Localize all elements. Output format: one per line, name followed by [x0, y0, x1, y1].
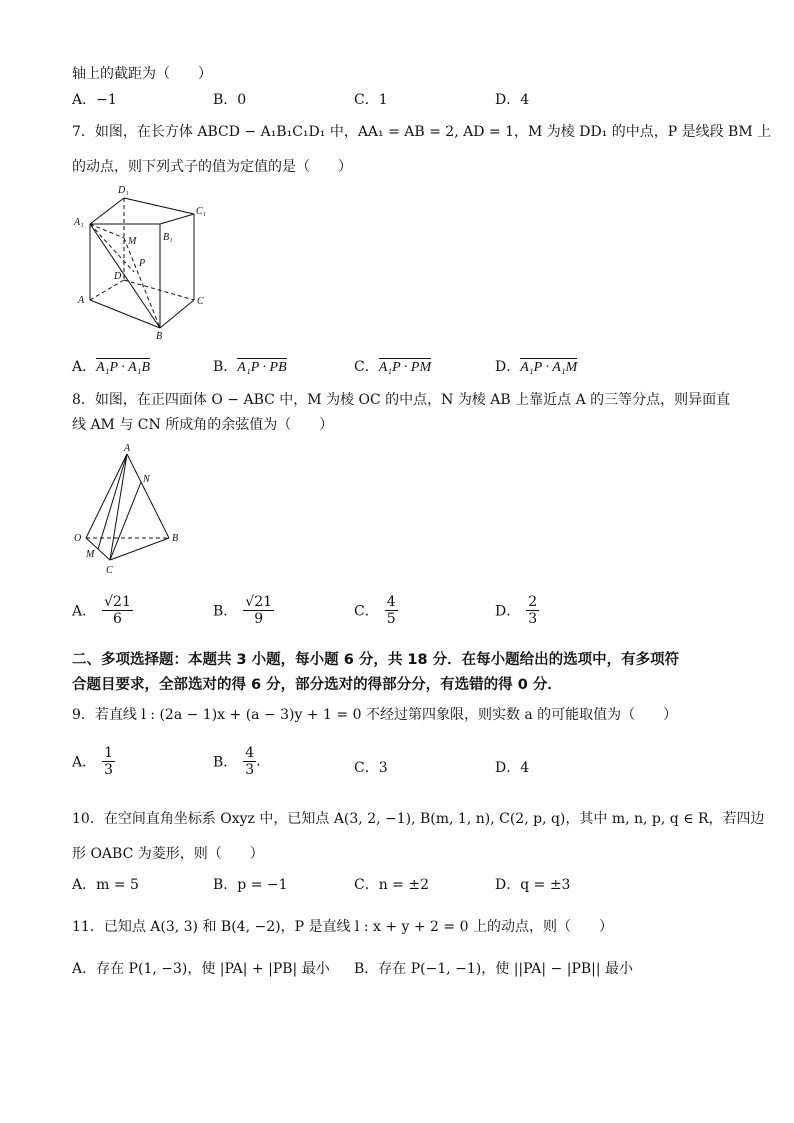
q6-option-b: B．0 [213, 92, 247, 108]
q7-option-b: B．A₁P · PB [213, 359, 287, 375]
q10-stem-line2: 形 OABC 为菱形，则（ ） [72, 846, 264, 862]
q7-option-c: C．A₁P · PM [354, 359, 432, 375]
q10-option-c: C．n = ±2 [354, 877, 429, 893]
q9-option-c: C．3 [354, 760, 388, 776]
q7-label-a: A [78, 295, 85, 306]
q9-options [72, 745, 732, 789]
section2-heading-line2: 合题目要求，全部选对的得 6 分，部分选对的得部分分，有选错的得 0 分． [72, 677, 562, 693]
q10-option-d: D．q = ±3 [495, 877, 571, 893]
q8-option-b: B． $\frac{√21}{9}$ [213, 594, 273, 627]
q11-option-b: B．存在 P(−1, −1)，使 ||PA| − |PB|| 最小 [354, 961, 634, 977]
q11-stem: 11．已知点 A(3, 3) 和 B(4, −2)，P 是直线 l : x + y + 2 = 0 上的动点，则（ ） [72, 919, 613, 935]
q8-label-c: C [106, 565, 113, 576]
q7-cuboid-figure [72, 182, 212, 342]
q7-label-b: B [156, 331, 163, 342]
section2-heading-line1: 二、多项选择题：本题共 3 小题，每小题 6 分，共 18 分．在每小题给出的选项中，有多项符 [72, 652, 680, 668]
q6-option-d: D．4 [495, 92, 530, 108]
q7-label-c1: C₁ [196, 206, 207, 217]
q7-option-c-expr: A₁P · PM [378, 360, 432, 375]
q8-label-n: N [143, 474, 150, 485]
q9-option-b: B． $\frac{4}{3}$ . [213, 745, 261, 778]
q9-option-a: A． $\frac{1}{3}$ [72, 745, 114, 778]
q7-label-c: C [197, 296, 204, 307]
q6-stem-tail: 轴上的截距为（ ） [72, 66, 212, 82]
q10-option-a: A．m = 5 [72, 877, 139, 893]
q8-options [72, 594, 732, 638]
q8-option-c: C． $\frac{4}{5}$ [354, 594, 396, 627]
q10-options [72, 874, 732, 896]
q6-option-a: A．−1 [72, 92, 117, 108]
q10-stem-line1: 10．在空间直角坐标系 Oxyz 中，已知点 A(3, 2, −1), B(m, 1, n), C(2, p, q)，其中 m, n, p, q ∈ R，若四边 [72, 811, 765, 827]
q7-stem-line2: 的动点，则下列式子的值为定值的是（ ） [72, 159, 352, 175]
q11-option-a: A．存在 P(1, −3)，使 |PA| + |PB| 最小 [72, 961, 330, 977]
q7-label-d: D [114, 271, 122, 282]
q7-label-m: M [128, 236, 137, 247]
q6-options [72, 89, 732, 111]
q8-stem-line1: 8．如图，在正四面体 O − ABC 中，M 为棱 OC 的中点，N 为棱 AB 上靠近点 A 的三等分点，则异面直 [72, 392, 731, 408]
q8-label-o: O [74, 533, 82, 544]
q7-option-b-expr: A₁P · PB [237, 360, 287, 375]
q7-option-d-expr: A₁P · A₁M [520, 360, 578, 375]
q7-options [72, 356, 732, 378]
q7-option-d: D．A₁P · A₁M [495, 359, 578, 375]
q7-label-p: P [139, 258, 146, 269]
q8-label-a: A [124, 443, 131, 454]
q11-options [72, 958, 732, 980]
q8-label-b: B [172, 533, 179, 544]
q7-stem-line1: 7．如图，在长方体 ABCD − A₁B₁C₁D₁ 中，AA₁ = AB = 2, AD = 1，M 为棱 DD₁ 的中点，P 是线段 BM 上 [72, 124, 772, 140]
q8-option-a: A． $\frac{√21}{6}$ [72, 594, 131, 627]
q8-option-d: D． $\frac{2}{3}$ [495, 594, 538, 627]
q7-label-d1: D₁ [118, 185, 129, 196]
q6-option-c: C．1 [354, 92, 388, 108]
q7-label-a1: A₁ [74, 217, 84, 228]
q8-label-m: M [86, 549, 95, 560]
q7-option-a-expr: A₁P · A₁B [96, 360, 151, 375]
q8-tetrahedron-figure [72, 442, 192, 577]
q7-label-b1: B₁ [163, 232, 173, 243]
q8-stem-line2: 线 AM 与 CN 所成角的余弦值为（ ） [72, 417, 334, 433]
q7-option-a: A．A₁P · A₁B [72, 359, 151, 375]
q10-option-b: B．p = −1 [213, 877, 288, 893]
q9-stem: 9．若直线 l : (2a − 1)x + (a − 3)y + 1 = 0 不经过第四象限，则实数 a 的可能取值为（ ） [72, 707, 678, 723]
q9-option-d: D．4 [495, 760, 530, 776]
